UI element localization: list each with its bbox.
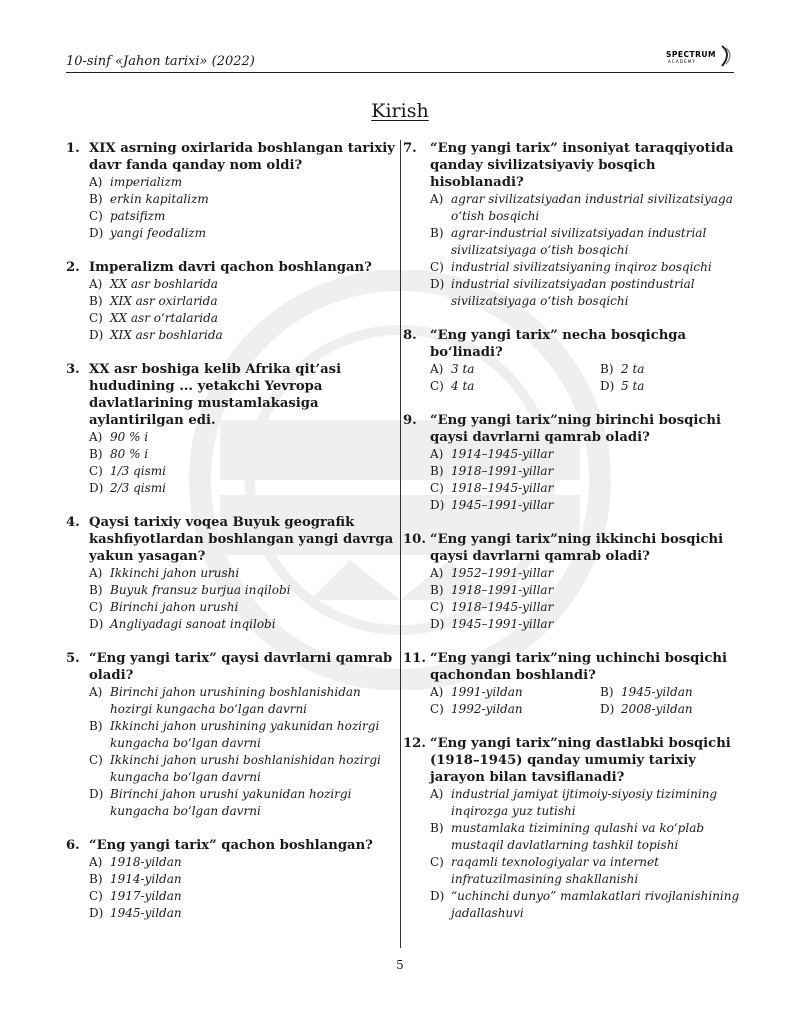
answer-option: [430, 361, 600, 378]
option-text: 2/3 qismi: [110, 481, 167, 495]
option-text: 1914–1945-yillar: [451, 447, 554, 461]
svg-text:ACADEMY: ACADEMY: [668, 59, 697, 64]
option-letter: A): [89, 855, 103, 869]
right-column: [403, 140, 743, 939]
answer-option: [89, 684, 406, 718]
option-letter: D): [89, 617, 104, 631]
answer-option: [89, 225, 406, 242]
answer-option: [89, 191, 406, 208]
option-text: 1918-yildan: [110, 855, 182, 869]
answer-option: [89, 293, 406, 310]
option-letter: D): [89, 787, 104, 801]
question-text: “Eng yangi tarix”ning uchinchi bosqichi qachondan boshlandi?: [430, 651, 728, 683]
option-text: erkin kapitalizm: [110, 192, 209, 206]
option-letter: A): [89, 566, 103, 580]
options-list: [66, 276, 406, 344]
answer-option: [89, 786, 406, 820]
option-letter: D): [89, 226, 104, 240]
answer-option: [430, 888, 743, 922]
question-number: 6.: [66, 838, 80, 853]
answer-option: [89, 616, 406, 633]
option-letter: B): [430, 583, 444, 597]
option-letter: B): [430, 821, 444, 835]
option-text: 2008-yildan: [621, 702, 693, 716]
option-text: 1945-yildan: [621, 685, 693, 699]
option-text: Ikkinchi jahon urushi boshlanishidan hozirgi kungacha bo‘lgan davrni: [110, 753, 381, 784]
answer-option: [89, 276, 406, 293]
left-column: [66, 140, 406, 939]
option-letter: D): [600, 379, 615, 393]
options-list: [66, 429, 406, 497]
answer-option: [430, 616, 743, 633]
answer-option: [89, 480, 406, 497]
option-letter: A): [430, 362, 444, 376]
answer-option: [89, 565, 406, 582]
option-text: 90 % i: [110, 430, 149, 444]
answer-option: [430, 378, 600, 395]
answer-option: [89, 718, 406, 752]
option-text: 1918–1945-yillar: [451, 481, 554, 495]
option-text: 1918–1991-yillar: [451, 464, 554, 478]
question-number: 10.: [403, 532, 426, 547]
answer-option: [430, 276, 743, 310]
question-number: 3.: [66, 362, 80, 377]
options-list: [66, 854, 406, 922]
option-text: yangi feodalizm: [110, 226, 206, 240]
option-letter: C): [89, 464, 103, 478]
answer-option: [89, 599, 406, 616]
option-text: Ikkinchi jahon urushining yakunidan hozirgi kungacha bo‘lgan davrni: [110, 719, 380, 750]
answer-option: [430, 582, 743, 599]
option-letter: C): [89, 889, 103, 903]
option-letter: A): [430, 192, 444, 206]
answer-option: [430, 854, 743, 888]
answer-option: [89, 752, 406, 786]
header-rule: [66, 72, 734, 73]
option-text: 3 ta: [451, 362, 475, 376]
option-letter: C): [89, 753, 103, 767]
question-text: Qaysi tarixiy voqea Buyuk geografik kashfiyotlardan boshlangan yangi davrga yakun yasagan?: [89, 515, 394, 564]
option-letter: C): [430, 481, 444, 495]
question-number: 9.: [403, 413, 417, 428]
option-letter: C): [430, 600, 444, 614]
option-letter: D): [89, 481, 104, 495]
options-list: [66, 174, 406, 242]
option-text: 1952–1991-yillar: [451, 566, 554, 580]
options-list: [403, 446, 743, 514]
option-text: XIX asr oxirlarida: [110, 294, 218, 308]
option-text: “uchinchi dunyo” mamlakatlari rivojlanishining jadallashuvi: [451, 889, 740, 920]
question-number: 2.: [66, 260, 80, 275]
question-6: [66, 837, 406, 922]
question-text: “Eng yangi tarix” insoniyat taraqqiyotida qanday sivilizatsiyaviy bosqich hisoblanadi?: [430, 141, 734, 190]
option-text: 80 % i: [110, 447, 149, 461]
question-9: [403, 412, 743, 514]
option-letter: A): [89, 685, 103, 699]
question-text: “Eng yangi tarix”ning ikkinchi bosqichi qaysi davrlarni qamrab oladi?: [430, 532, 724, 564]
options-list: [430, 684, 743, 718]
option-text: Birinchi jahon urushi yakunidan hozirgi kungacha bo‘lgan davrni: [110, 787, 352, 818]
option-letter: A): [430, 787, 444, 801]
option-text: raqamli texnologiyalar va internet infratuzilmasining shakllanishi: [451, 855, 659, 886]
option-text: 1945–1991-yillar: [451, 617, 554, 631]
option-text: 1918–1991-yillar: [451, 583, 554, 597]
options-list: [66, 565, 406, 633]
options-list: [430, 361, 743, 395]
option-text: industrial sivilizatsiyaning inqiroz bosqichi: [451, 260, 712, 274]
answer-option: [89, 854, 406, 871]
answer-option: [89, 582, 406, 599]
question-12: [403, 735, 743, 922]
question-number: 8.: [403, 328, 417, 343]
option-text: patsifizm: [110, 209, 166, 223]
option-text: industrial sivilizatsiyadan postindustrial sivilizatsiyaga o‘tish bosqichi: [451, 277, 695, 308]
answer-option: [600, 361, 740, 378]
option-text: 1917-yildan: [110, 889, 182, 903]
answer-option: [600, 684, 740, 701]
option-text: 1914-yildan: [110, 872, 182, 886]
option-text: imperializm: [110, 175, 183, 189]
option-letter: C): [89, 311, 103, 325]
option-text: XIX asr boshlarida: [110, 328, 223, 342]
option-letter: B): [89, 583, 103, 597]
option-letter: C): [430, 379, 444, 393]
question-text: “Eng yangi tarix” necha bosqichga bo‘linadi?: [430, 328, 687, 360]
option-letter: D): [430, 617, 445, 631]
answer-option: [89, 429, 406, 446]
option-letter: B): [430, 464, 444, 478]
option-letter: A): [430, 566, 444, 580]
answer-option: [89, 208, 406, 225]
option-letter: B): [89, 447, 103, 461]
spectrum-logo: [664, 44, 734, 68]
option-text: Buyuk fransuz burjua inqilobi: [110, 583, 291, 597]
section-title: Kirish: [371, 100, 429, 122]
option-letter: A): [89, 430, 103, 444]
question-number: 12.: [403, 736, 426, 751]
option-text: mustamlaka tizimining qulashi va ko‘plab mustaqil davlatlarning tashkil topishi: [451, 821, 705, 852]
question-text: Imperalizm davri qachon boshlangan?: [89, 260, 372, 275]
option-letter: D): [600, 702, 615, 716]
options-list: [403, 565, 743, 633]
answer-option: [600, 378, 740, 395]
answer-option: [430, 599, 743, 616]
question-1: [66, 140, 406, 242]
question-text: “Eng yangi tarix” qachon boshlangan?: [89, 838, 373, 853]
option-text: Angliyadagi sanoat inqilobi: [110, 617, 276, 631]
answer-option: [430, 565, 743, 582]
option-letter: B): [89, 192, 103, 206]
option-text: Ikkinchi jahon urushi: [110, 566, 240, 580]
option-letter: A): [89, 175, 103, 189]
option-text: Birinchi jahon urushining boshlanishidan hozirgi kungacha bo‘lgan davrni: [110, 685, 361, 716]
question-2: [66, 259, 406, 344]
option-text: 1992-yildan: [451, 702, 523, 716]
option-letter: C): [89, 209, 103, 223]
question-number: 1.: [66, 141, 80, 156]
question-number: 7.: [403, 141, 417, 156]
answer-option: [89, 174, 406, 191]
question-text: XX asr boshiga kelib Afrika qit’asi hududining ... yetakchi Yevropa davlatlarining mustamlakasiga aylantirilgan edi.: [89, 362, 342, 428]
answer-option: [430, 684, 600, 701]
question-10: [403, 531, 743, 633]
option-letter: A): [89, 277, 103, 291]
answer-option: [89, 905, 406, 922]
answer-option: [89, 310, 406, 327]
header-title: 10-sinf «Jahon tarixi» (2022): [66, 54, 255, 69]
question-text: “Eng yangi tarix” qaysi davrlarni qamrab oladi?: [89, 651, 393, 683]
option-letter: A): [430, 685, 444, 699]
answer-option: [430, 701, 600, 718]
option-letter: D): [89, 906, 104, 920]
option-letter: C): [430, 702, 444, 716]
answer-option: [430, 786, 743, 820]
question-3: [66, 361, 406, 497]
question-8: [403, 327, 743, 395]
answer-option: [89, 446, 406, 463]
question-number: 4.: [66, 515, 80, 530]
option-letter: B): [430, 226, 444, 240]
answer-option: [430, 463, 743, 480]
svg-text:SPECTRUM: SPECTRUM: [666, 50, 716, 59]
answer-option: [89, 871, 406, 888]
option-letter: B): [89, 872, 103, 886]
option-text: 5 ta: [621, 379, 645, 393]
option-text: XX asr o‘rtalarida: [110, 311, 218, 325]
answer-option: [430, 820, 743, 854]
options-list: [403, 786, 743, 922]
question-number: 11.: [403, 651, 426, 666]
answer-option: [89, 463, 406, 480]
option-text: 1991-yildan: [451, 685, 523, 699]
option-text: 1945–1991-yillar: [451, 498, 554, 512]
option-text: XX asr boshlarida: [110, 277, 218, 291]
option-letter: A): [430, 447, 444, 461]
options-list: [403, 191, 743, 310]
option-letter: B): [600, 685, 614, 699]
answer-option: [89, 327, 406, 344]
answer-option: [430, 446, 743, 463]
option-letter: D): [430, 889, 445, 903]
answer-option: [430, 259, 743, 276]
question-11: [403, 650, 743, 718]
question-5: [66, 650, 406, 820]
question-number: 5.: [66, 651, 80, 666]
option-letter: C): [430, 855, 444, 869]
options-list: [66, 684, 406, 820]
answer-option: [430, 191, 743, 225]
option-text: 1918–1945-yillar: [451, 600, 554, 614]
answer-option: [430, 225, 743, 259]
option-text: 1/3 qismi: [110, 464, 167, 478]
question-text: XIX asrning oxirlarida boshlangan tarixiy davr fanda qanday nom oldi?: [89, 141, 395, 173]
option-text: 1945-yildan: [110, 906, 182, 920]
option-letter: C): [430, 260, 444, 274]
answer-option: [430, 497, 743, 514]
option-letter: D): [430, 498, 445, 512]
option-letter: B): [89, 294, 103, 308]
answer-option: [89, 888, 406, 905]
option-letter: D): [89, 328, 104, 342]
question-text: “Eng yangi tarix”ning dastlabki bosqichi (1918–1945) qanday umumiy tarixiy jarayon bilan tavsiflanadi?: [430, 736, 731, 785]
page-number: 5: [396, 958, 404, 972]
answer-option: [600, 701, 740, 718]
option-letter: C): [89, 600, 103, 614]
option-letter: B): [89, 719, 103, 733]
page-header: [66, 52, 734, 72]
question-4: [66, 514, 406, 633]
answer-option: [430, 480, 743, 497]
option-text: 2 ta: [621, 362, 645, 376]
option-letter: D): [430, 277, 445, 291]
question-7: [403, 140, 743, 310]
option-text: agrar-industrial sivilizatsiyadan industrial sivilizatsiyaga o‘tish bosqichi: [451, 226, 707, 257]
option-text: agrar sivilizatsiyadan industrial sivilizatsiyaga o‘tish bosqichi: [451, 192, 733, 223]
option-letter: B): [600, 362, 614, 376]
option-text: 4 ta: [451, 379, 475, 393]
question-text: “Eng yangi tarix”ning birinchi bosqichi qaysi davrlarni qamrab oladi?: [430, 413, 721, 445]
option-text: industrial jamiyat ijtimoiy-siyosiy tizimining inqirozga yuz tutishi: [451, 787, 718, 818]
option-text: Birinchi jahon urushi: [110, 600, 239, 614]
